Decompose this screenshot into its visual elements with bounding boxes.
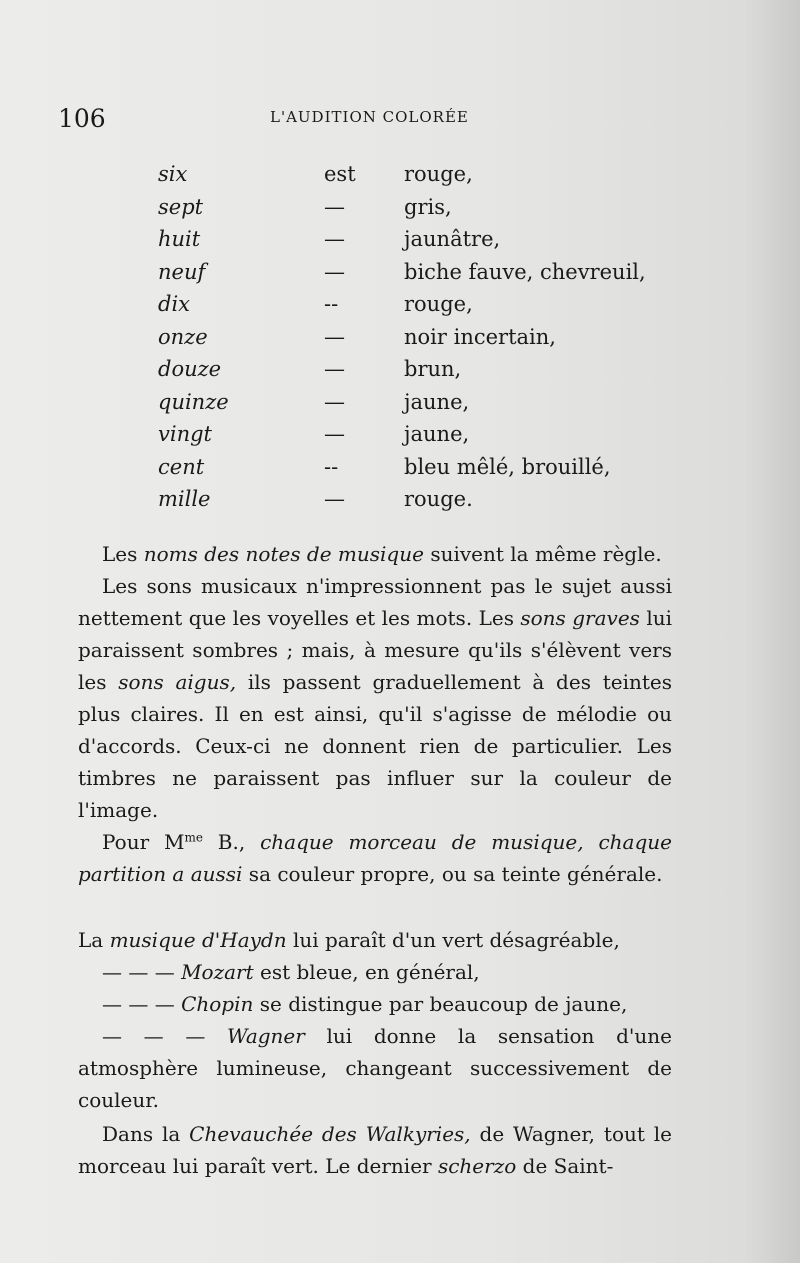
line-mozart (78, 956, 672, 988)
number-word: dix (158, 292, 191, 316)
color-description: jaune, (404, 422, 470, 446)
number-word: quinze (158, 389, 229, 414)
number-word: vingt (158, 422, 212, 446)
color-description: jaune, (404, 389, 470, 414)
paragraph-mme-b (78, 826, 672, 890)
paragraph-musical-sounds (78, 570, 672, 826)
separator: -- (324, 292, 339, 316)
number-word: cent (158, 454, 205, 479)
color-description: gris, (404, 194, 452, 219)
number-word: douze (158, 357, 222, 381)
italic-text: musique d'Haydn (109, 928, 287, 952)
page-header (58, 104, 678, 138)
text-run: de Saint- (516, 1154, 614, 1178)
separator: — (324, 487, 345, 511)
body-text-2 (78, 924, 672, 1116)
line-wagner (78, 1020, 672, 1116)
separator: — (324, 422, 345, 446)
separator: -- (324, 454, 339, 479)
table-row (158, 451, 678, 484)
number-color-table (158, 158, 678, 516)
italic-text: noms des notes de musique (143, 542, 424, 566)
text-run: Dans la (102, 1122, 190, 1146)
separator: — (324, 324, 345, 349)
text-run: Pour M (102, 830, 185, 854)
color-description: noir incertain, (404, 324, 556, 349)
paragraph-walkyries (78, 1118, 672, 1182)
line-haydn (78, 924, 672, 956)
text-run: suivent la même règle. (423, 542, 662, 566)
table-row (158, 321, 678, 354)
text-run: Les (102, 542, 144, 566)
italic-text: Wagner (227, 1024, 305, 1048)
table-row (158, 353, 678, 386)
color-description: brun, (404, 357, 462, 381)
ditto-dashes: — — — (102, 1024, 227, 1048)
number-word: six (158, 162, 188, 186)
color-description: jaunâtre, (404, 227, 501, 251)
separator: — (324, 259, 345, 284)
body-text-3 (78, 1118, 672, 1182)
body-text-1 (78, 538, 672, 890)
color-description: rouge, (404, 292, 473, 316)
number-word: huit (158, 227, 201, 251)
separator: — (324, 227, 345, 251)
color-description: biche fauve, chevreuil, (404, 259, 646, 284)
table-row (158, 223, 678, 256)
ditto-dashes: — — — (102, 992, 182, 1016)
table-row (158, 256, 678, 289)
italic-text: scherzo (437, 1154, 517, 1178)
text-run: lui paraissent sombres ; mais, à mesure qu'ils s'élèvent vers les (78, 606, 672, 694)
number-word: sept (158, 194, 204, 219)
italic-text: sons aigus, (118, 670, 237, 694)
table-row (158, 158, 678, 191)
paragraph-note-names (78, 538, 672, 570)
table-row (158, 288, 678, 321)
table-row (158, 418, 678, 451)
page-number: 106 (58, 104, 106, 133)
italic-text: Chopin (181, 992, 254, 1016)
text-run: ils passent graduellement à des teintes plus claires. Il en est ainsi, qu'il s'agisse de mélodie ou d'accords. Ceux-ci ne donnent rien de particulier. Les timbres ne paraissent pas influer sur la couleur de l'image. (78, 670, 672, 822)
number-word: mille (158, 487, 211, 511)
text-run: de Wagner, tout le morceau lui paraît vert. Le dernier (78, 1122, 673, 1178)
number-word: neuf (158, 259, 206, 284)
separator: est (324, 162, 356, 186)
separator: — (324, 357, 345, 381)
text-run: est bleue, en général, (253, 960, 480, 984)
color-description: rouge. (404, 487, 473, 511)
italic-text: chaque morceau de musique, chaque partition a aussi (78, 830, 672, 886)
color-description: rouge, (404, 162, 473, 186)
text-run: lui paraît d'un vert désagréable, (286, 928, 620, 952)
italic-text: Mozart (181, 960, 254, 984)
italic-text: sons graves (520, 606, 640, 630)
line-chopin (78, 988, 672, 1020)
running-title: L'AUDITION COLORÉE (270, 108, 469, 126)
table-row (158, 191, 678, 224)
separator: — (324, 389, 345, 414)
text-run: lui donne la sensation d'une atmosphère lumineuse, changeant successivement de couleur. (78, 1024, 672, 1112)
separator: — (324, 194, 345, 219)
color-description: bleu mêlé, brouillé, (404, 454, 611, 479)
table-row (158, 483, 678, 516)
italic-text: Chevauchée des Walkyries, (189, 1122, 471, 1146)
number-word: onze (158, 324, 208, 349)
text-run: B., (202, 830, 261, 854)
ditto-dashes: — — — (102, 960, 182, 984)
text-run: La (78, 928, 110, 952)
table-row (158, 386, 678, 419)
text-run: sa couleur propre, ou sa teinte générale. (242, 862, 663, 886)
text-run: se distingue par beaucoup de jaune, (253, 992, 628, 1016)
text-run: Les sons musicaux n'impressionnent pas le sujet aussi nettement que les voyelles et les mots. Les (78, 574, 672, 630)
superscript: me (184, 830, 203, 845)
